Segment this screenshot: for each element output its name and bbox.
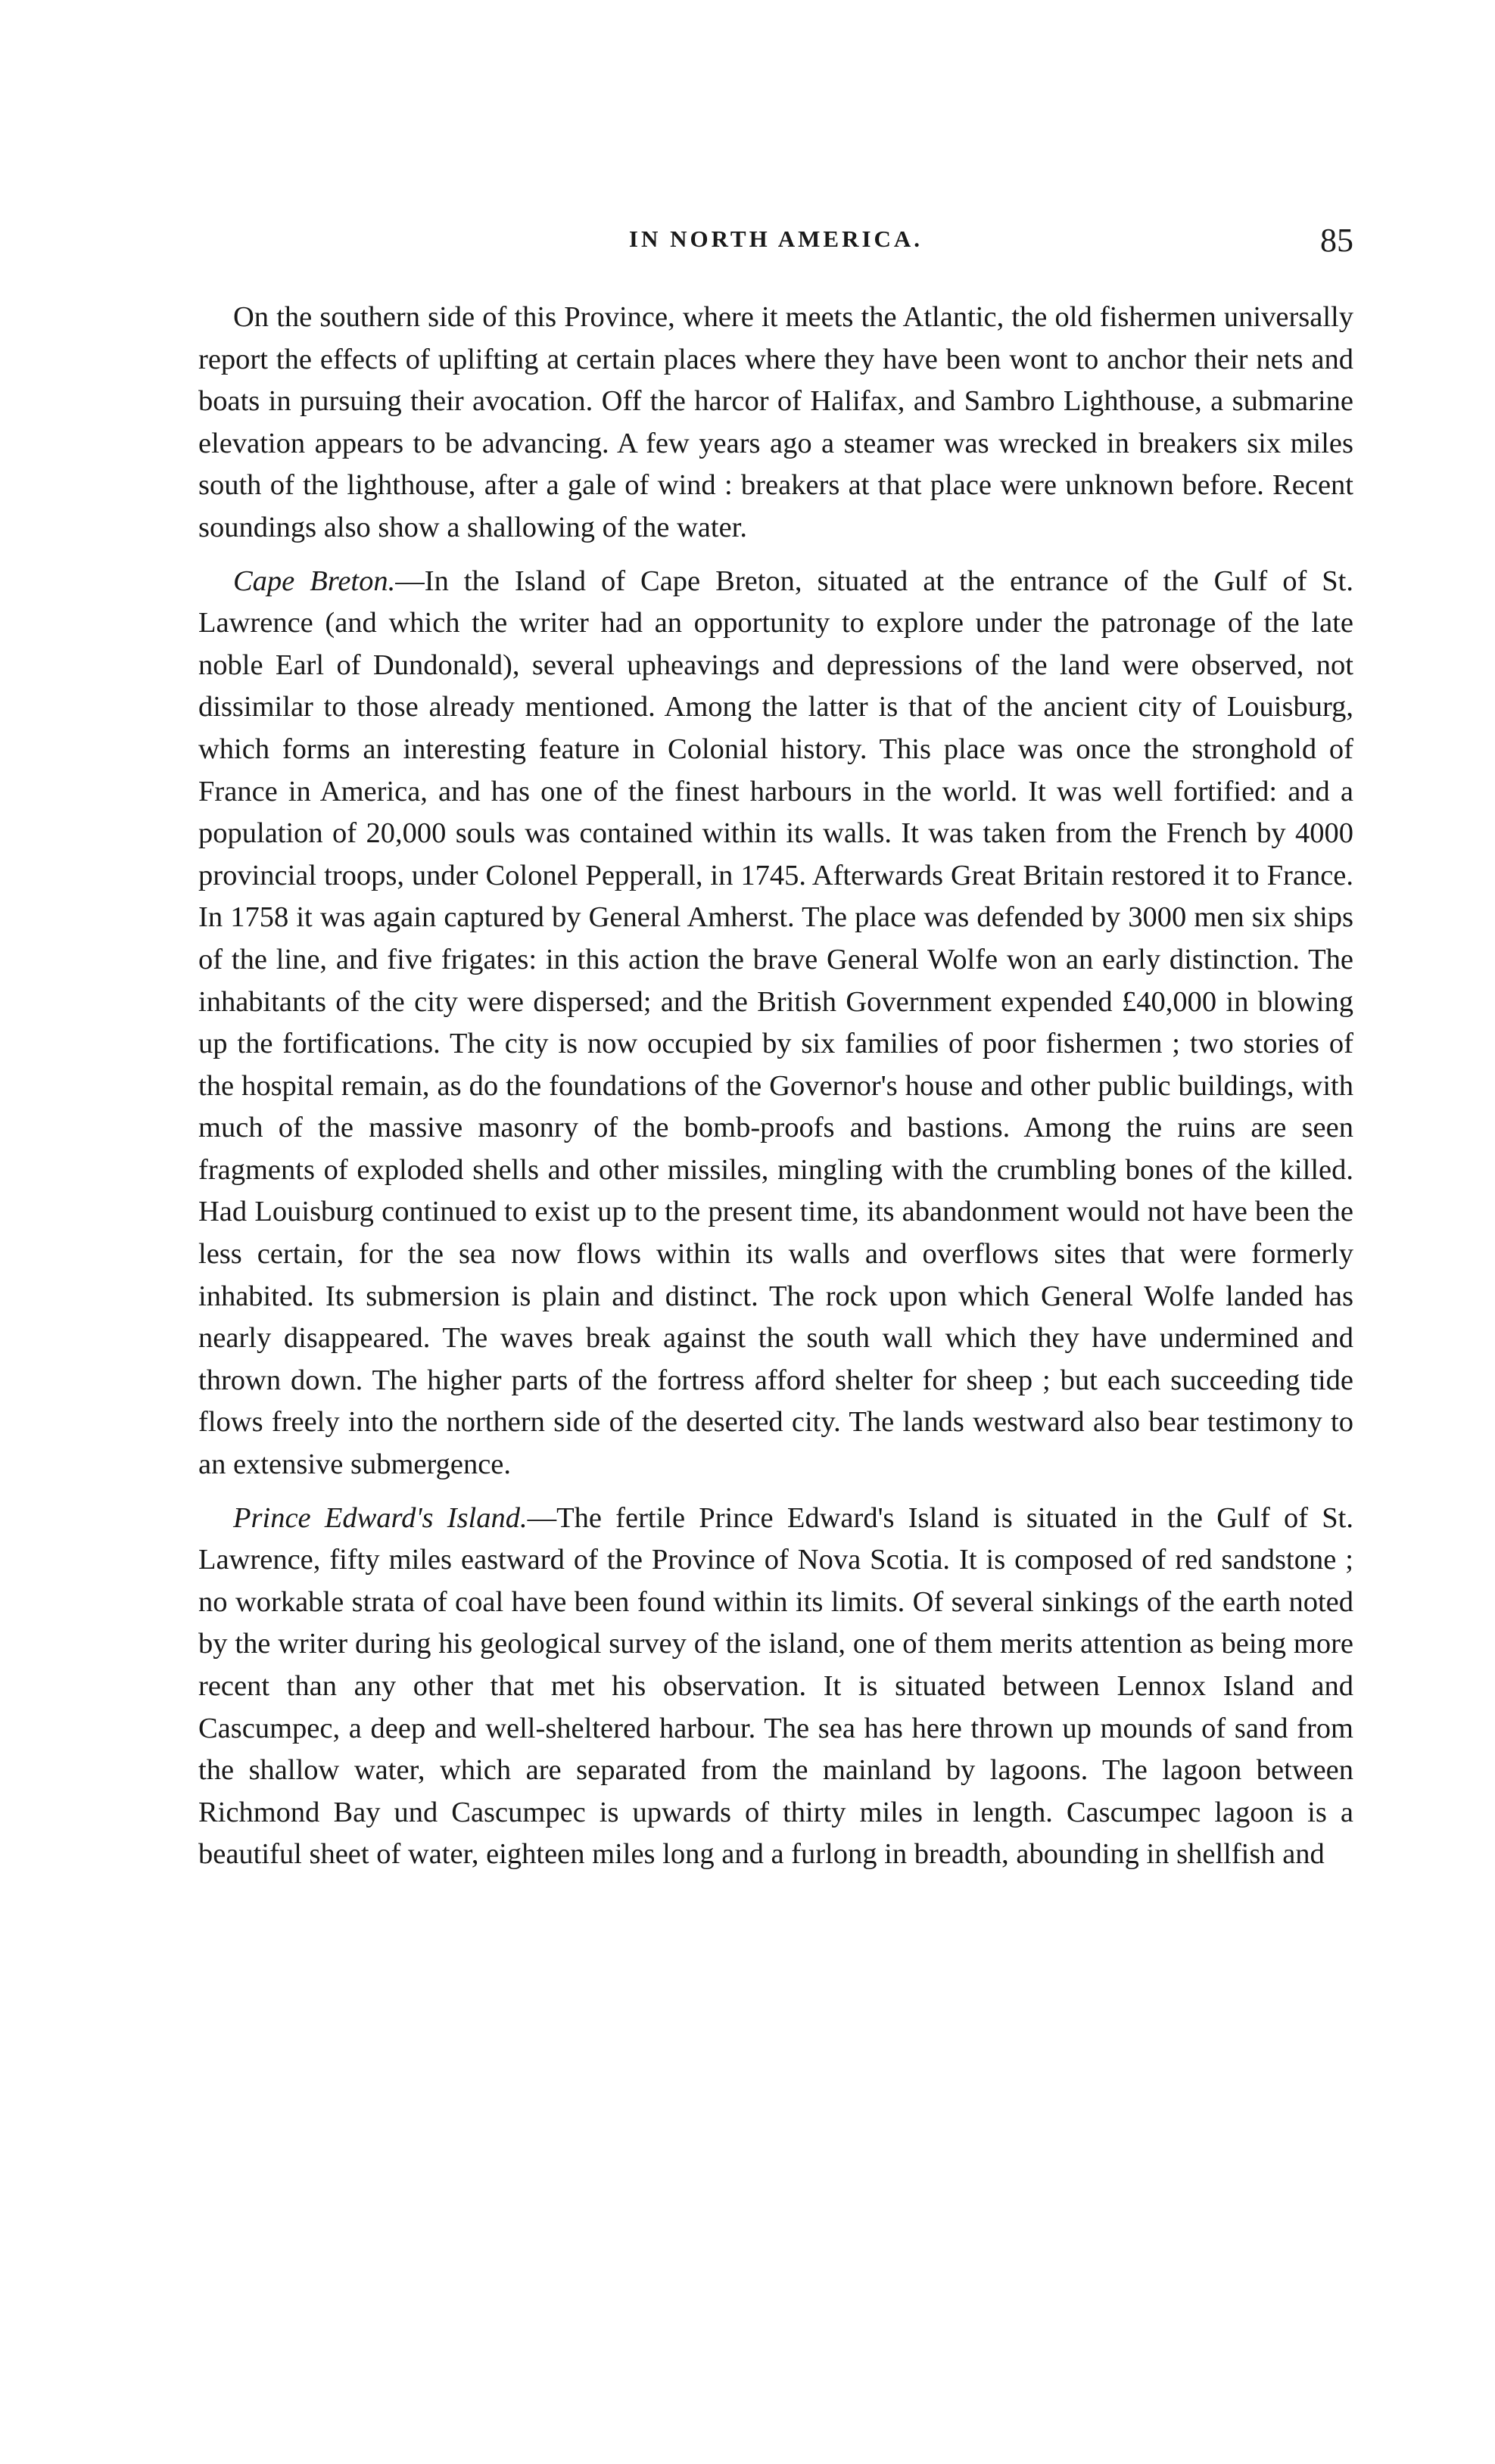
paragraph-text: —The fertile Prince Edward's Island is situated in the Gulf of St. Lawrence, fifty miles eastward of the Province of Nova Scotia. It is composed of red sandstone ; no workable strata of coal have been found within its limits. Of several sinkings of the earth noted by the writer during his geological survey of the island, one of them merits attention as being more recent than any other that met his observation. It is situated between Lennox Island and Cascumpec, a deep and well-sheltered harbour. The sea has here thrown up mounds of sand from the shallow water, which are separated from the mainland by lagoons. The lagoon between Richmond Bay und Cascumpec is upwards of thirty miles in length. Cascumpec lagoon is a beautiful sheet of water, eighteen miles long and a furlong in breadth, abounding in shellfish and <box>198 1501 1353 1871</box>
body-text <box>198 297 1353 1876</box>
section-heading-prince-edwards-island: Prince Edward's Island. <box>233 1501 528 1534</box>
paragraph-nova-scotia <box>198 297 1353 549</box>
page-number: 85 <box>1320 222 1353 259</box>
paragraph-text: —In the Island of Cape Breton, situated at the entrance of the Gulf of St. Lawrence (and which the writer had an opportunity to explore under the patronage of the late noble Earl of Dundonald), several upheavings and depressions of the land were observed, not dissimilar to those already mentioned. Among the latter is that of the ancient city of Louisburg, which forms an interesting feature in Colonial history. This place was once the stronghold of France in America, and has one of the finest harbours in the world. It was well fortified: and a population of 20,000 souls was contained within its walls. It was taken from the French by 4000 provincial troops, under Colonel Pepperall, in 1745. Afterwards Great Britain restored it to France. In 1758 it was again captured by General Amherst. The place was defended by 3000 men six ships of the line, and five frigates: in this action the brave General Wolfe won an early distinction. The inhabitants of the city were dispersed; and the British Government expended £40,000 in blowing up the fortifications. The city is now occupied by six families of poor fishermen ; two stories of the hospital remain, as do the foundations of the Governor's house and other public buildings, with much of the massive masonry of the bomb-proofs and bastions. Among the ruins are seen fragments of exploded shells and other missiles, mingling with the crumbling bones of the killed. Had Louisburg continued to exist up to the present time, its abandonment would not have been the less certain, for the sea now flows within its walls and overflows sites that were formerly inhabited. Its submersion is plain and distinct. The rock upon which General Wolfe landed has nearly disappeared. The waves break against the south wall which they have undermined and thrown down. The higher parts of the fortress afford shelter for sheep ; but each succeeding tide flows freely into the northern side of the deserted city. The lands westward also bear testimony to an extensive submergence. <box>198 565 1354 1481</box>
running-title: IN NORTH AMERICA. <box>628 226 923 252</box>
paragraph-prince-edwards-island <box>198 1498 1353 1876</box>
section-heading-cape-breton: Cape Breton. <box>233 565 396 597</box>
running-head <box>198 221 1353 266</box>
paragraph-cape-breton <box>198 561 1353 1486</box>
paragraph-text: On the southern side of this Province, where it meets the Atlantic, the old fishermen universally report the effects of uplifting at certain places where they have been wont to anchor their nets and boats in pursuing their avocation. Off the harcor of Halifax, and Sambro Lighthouse, a submarine elevation appears to be advancing. A few years ago a steamer was wrecked in breakers six miles south of the lighthouse, after a gale of wind : breakers at that place were unknown before. Recent soundings also show a shallowing of the water. <box>198 301 1353 543</box>
